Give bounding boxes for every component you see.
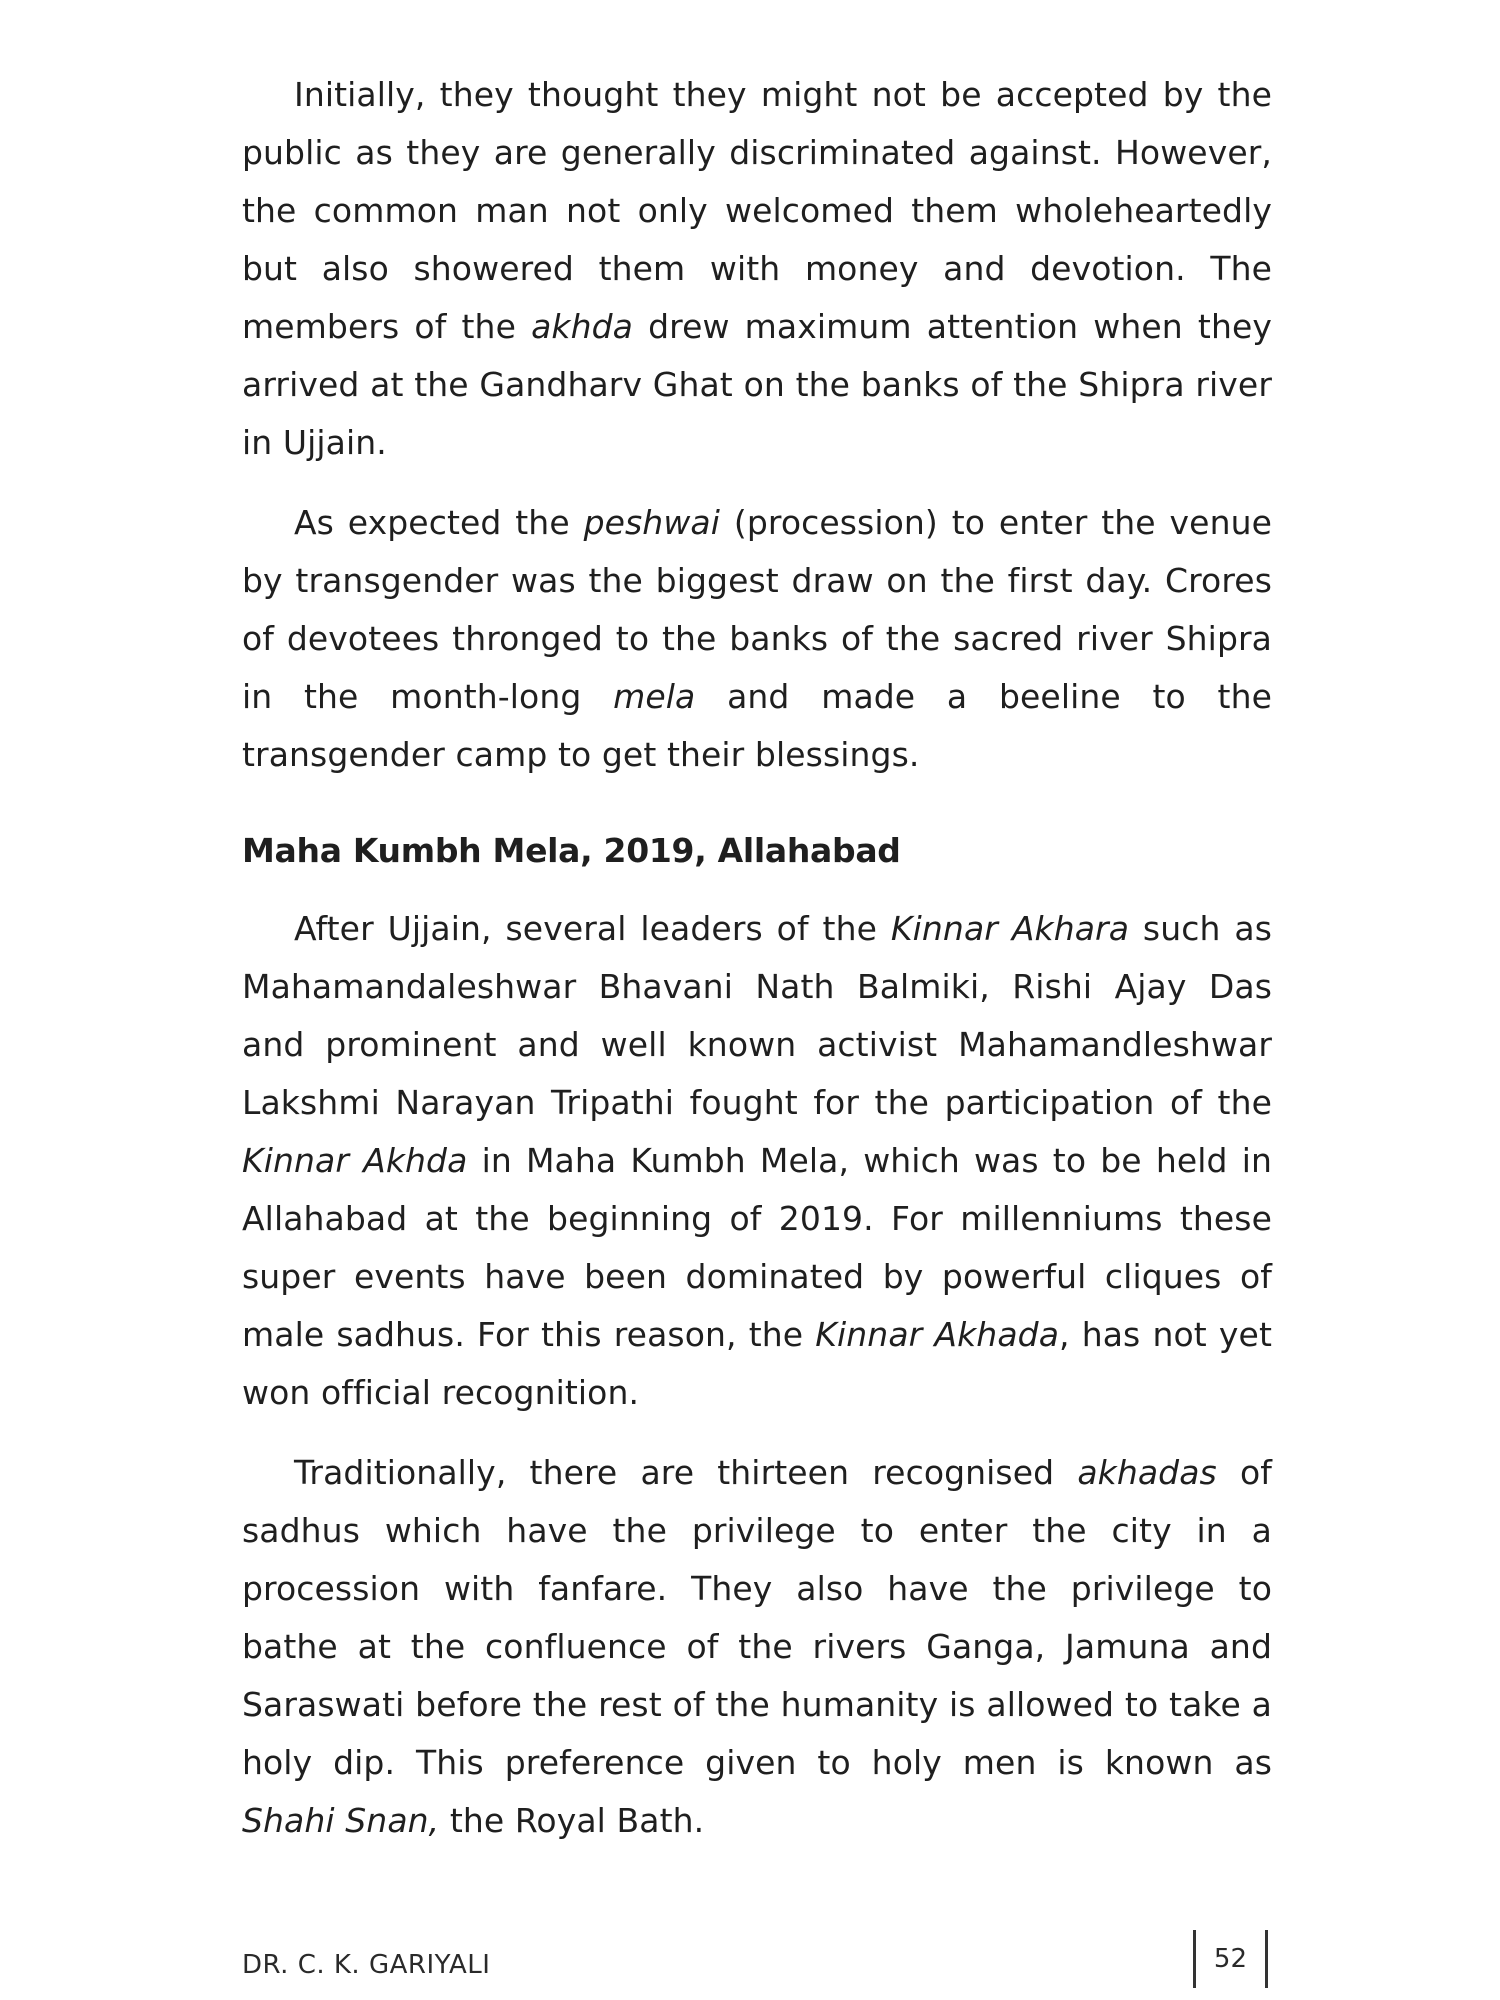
section-heading: Maha Kumbh Mela, 2019, Allahabad xyxy=(242,831,901,870)
paragraphs-bottom xyxy=(242,900,1272,1850)
text-run: the Royal Bath. xyxy=(439,1801,705,1840)
text-run: such as Mahamandaleshwar Bhavani Nath Balmiki, Rishi Ajay Das and prominent and well known activist Mahamandleshwar Lakshmi Narayan Tripathi fought for the participation of the xyxy=(242,909,1272,1122)
page-footer xyxy=(242,1930,1272,1990)
text-run: and made a beeline to the transgender camp to get their blessings. xyxy=(242,677,1272,774)
italic-run: Kinnar Akhada xyxy=(815,1315,1060,1354)
text-run: Initially, they thought they might not be accepted by the public as they are generally discriminated against. However, the common man not only welcomed them wholeheartedly but also showered them with money and devotion. The members of the xyxy=(242,75,1272,346)
text-run: After Ujjain, several leaders of the xyxy=(294,909,891,948)
page-number: 52 xyxy=(1213,1944,1247,1974)
paragraph xyxy=(242,494,1272,784)
text-run: of sadhus which have the privilege to enter the city in a procession with fanfare. They also have the privilege to bathe at the confluence of the rivers Ganga, Jamuna and Saraswati before the rest of the humanity is allowed to take a holy dip. This preference given to holy men is known as xyxy=(242,1453,1272,1782)
page-number-box xyxy=(1193,1930,1268,1988)
text-run: Traditionally, there are thirteen recognised xyxy=(294,1453,1078,1492)
divider-right xyxy=(1265,1930,1268,1988)
italic-run: peshwai xyxy=(583,503,721,542)
text-run: in Maha Kumbh Mela, which was to be held in Allahabad at the beginning of 2019. For millenniums these super events have been dominated by powerful cliques of male sadhus. For this reason, the xyxy=(242,1141,1272,1354)
italic-run: akhda xyxy=(531,307,633,346)
text-run: , has not yet won official recognition. xyxy=(242,1315,1272,1412)
text-run: (procession) to enter the venue by transgender was the biggest draw on the first day. Crores of devotees thronged to the banks of the sacred river Shipra in the month-long xyxy=(242,503,1272,716)
text-run: As expected the xyxy=(294,503,584,542)
page-body xyxy=(242,66,1272,1850)
paragraphs-top xyxy=(242,66,1272,784)
paragraph xyxy=(242,66,1272,472)
italic-run: Kinnar Akhda xyxy=(242,1141,468,1180)
italic-run: mela xyxy=(613,677,696,716)
text-run: drew maximum attention when they arrived at the Gandharv Ghat on the banks of the Shipra river in Ujjain. xyxy=(242,307,1272,462)
paragraph xyxy=(242,900,1272,1422)
italic-run: akhadas xyxy=(1077,1453,1217,1492)
italic-run: Shahi Snan, xyxy=(242,1801,440,1840)
author-name: DR. C. K. GARIYALI xyxy=(242,1950,491,1980)
paragraph xyxy=(242,1444,1272,1850)
italic-run: Kinnar Akhara xyxy=(890,909,1130,948)
